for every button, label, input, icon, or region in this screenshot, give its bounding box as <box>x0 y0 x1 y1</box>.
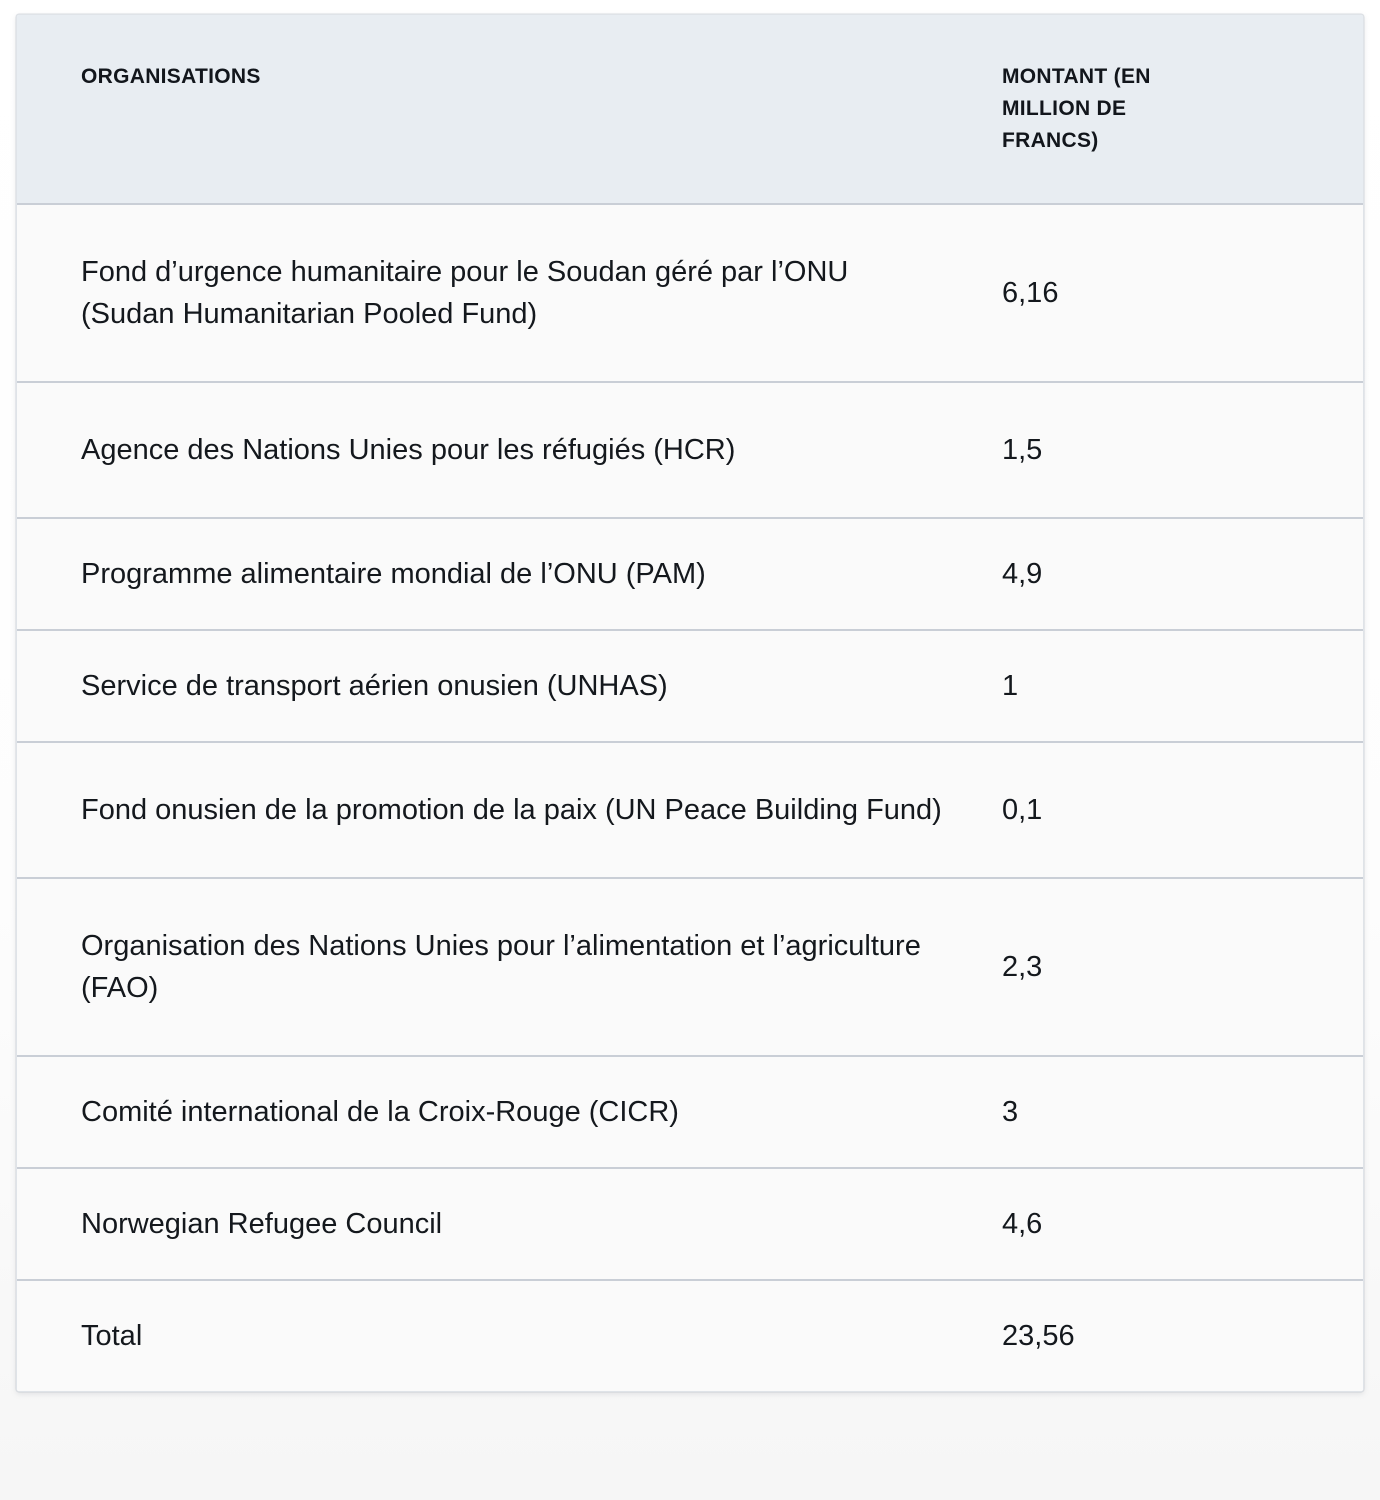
cell-organisation: Programme alimentaire mondial de l’ONU (PAM) <box>17 518 1002 630</box>
table-row <box>17 1168 1364 1280</box>
table-row <box>17 382 1364 518</box>
table-row <box>17 204 1364 382</box>
cell-organisation: Organisation des Nations Unies pour l’alimentation et l’agriculture (FAO) <box>17 878 1002 1056</box>
cell-montant: 4,9 <box>1002 518 1364 630</box>
table-row <box>17 742 1364 878</box>
column-header-montant: MONTANT (EN MILLION DE FRANCS) <box>1002 15 1364 204</box>
table-row <box>17 1056 1364 1168</box>
table-row <box>17 518 1364 630</box>
cell-organisation: Fond d’urgence humanitaire pour le Soudan géré par l’ONU (Sudan Humanitarian Pooled Fund) <box>17 204 1002 382</box>
table-row-total <box>17 1280 1364 1391</box>
cell-montant: 1,5 <box>1002 382 1364 518</box>
funding-table-card <box>16 14 1364 1392</box>
cell-montant: 2,3 <box>1002 878 1364 1056</box>
cell-montant: 4,6 <box>1002 1168 1364 1280</box>
cell-organisation-total: Total <box>17 1280 1002 1391</box>
table-row <box>17 630 1364 742</box>
cell-organisation: Fond onusien de la promotion de la paix (UN Peace Building Fund) <box>17 742 1002 878</box>
cell-organisation: Norwegian Refugee Council <box>17 1168 1002 1280</box>
table-header <box>17 15 1364 204</box>
cell-organisation: Agence des Nations Unies pour les réfugiés (HCR) <box>17 382 1002 518</box>
table-body <box>17 204 1364 1392</box>
cell-organisation: Comité international de la Croix-Rouge (CICR) <box>17 1056 1002 1168</box>
table-row <box>17 878 1364 1056</box>
cell-montant: 0,1 <box>1002 742 1364 878</box>
funding-table <box>17 15 1364 1391</box>
cell-montant: 6,16 <box>1002 204 1364 382</box>
cell-montant-total: 23,56 <box>1002 1280 1364 1391</box>
table-header-row <box>17 15 1364 204</box>
cell-montant: 1 <box>1002 630 1364 742</box>
cell-montant: 3 <box>1002 1056 1364 1168</box>
column-header-organisations: ORGANISATIONS <box>17 15 1002 204</box>
cell-organisation: Service de transport aérien onusien (UNHAS) <box>17 630 1002 742</box>
